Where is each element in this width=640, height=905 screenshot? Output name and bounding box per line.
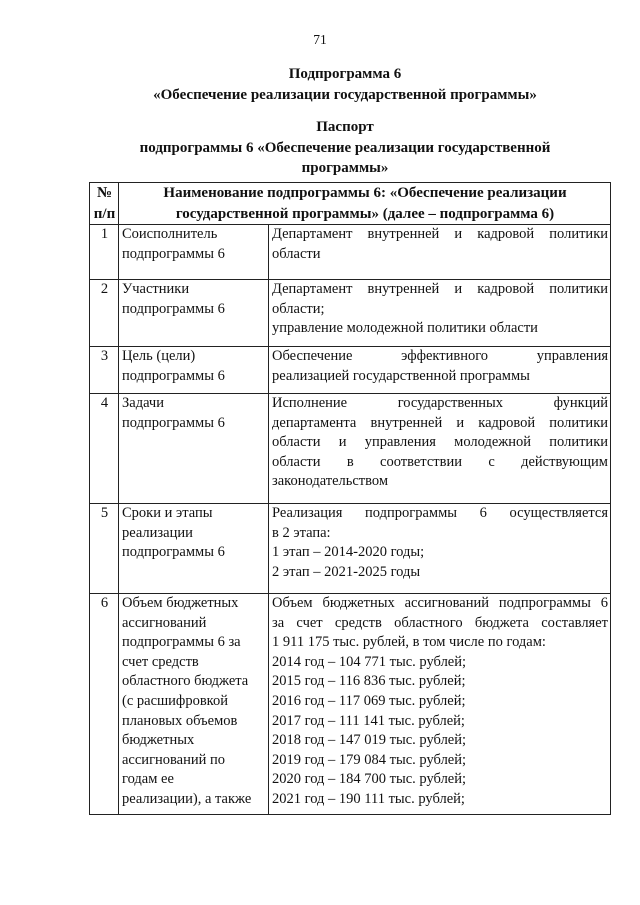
row-label-line: подпрограммы 6 [122,300,225,317]
row-label-line: бюджетных [122,732,195,749]
row-label-line: подпрограммы 6 за [122,634,241,651]
table-header-row [90,183,611,225]
passport-title: Паспорт [316,119,374,135]
header-name-line: государственной программы» (далее – подпрограмма 6) [175,205,555,222]
table-row [90,394,611,504]
row-value-line: 2016 год – 117 069 тыс. рублей; [272,692,466,709]
row-value-line: 2021 год – 190 111 тыс. рублей; [272,790,465,807]
row-label-line: подпрограммы 6 [122,367,225,384]
row-value-cell [269,504,611,594]
row-value-line: Департамент внутренней и кадровой политики [272,281,608,297]
row-label-line: Объем бюджетных [122,595,239,611]
header-number-cell [90,183,119,225]
table-row [90,280,611,347]
passport-subtitle-line: подпрограммы 6 «Обеспечение реализации государственной [139,139,551,156]
row-value-line: Обеспечение эффективного управления [272,348,608,364]
row-value-line: 1 911 175 тыс. рублей, в том числе по годам: [272,634,546,651]
row-value-line: Исполнение государственных функций [272,395,608,411]
table-row [90,225,611,280]
row-value-line: в 2 этапа: [272,524,331,541]
subprogram-title: Подпрограмма 6 [288,66,402,82]
row-label-line: счет средств [122,653,199,670]
row-label-line: подпрограммы 6 [122,414,225,431]
row-number: 4 [90,394,119,504]
row-label-line: Задачи [122,395,164,411]
passport-subtitle-line: программы» [301,160,389,176]
row-label-line: Сроки и этапы [122,505,213,521]
passport-heading [80,117,610,179]
row-value-line: Реализация подпрограммы 6 осуществляется [272,505,608,521]
row-value-line: департамента внутренней и кадровой политики [272,414,608,431]
row-value-line: области; [272,300,325,317]
row-value-line: области в соответствии с действующим [272,453,608,470]
row-number: 1 [90,225,119,280]
header-name-line: Наименование подпрограммы 6: «Обеспечение реализации [163,185,567,201]
row-value-cell [269,347,611,394]
row-label-line: реализации), а также [122,790,252,807]
row-value-cell [269,594,611,815]
row-value-line: законодательством [272,473,389,490]
row-number: 6 [90,594,119,815]
row-label-line: ассигнований [122,614,207,631]
row-value-line: 2 этап – 2021-2025 годы [272,563,421,580]
row-value-cell [269,225,611,280]
row-value-cell [269,394,611,504]
page-number: 71 [313,32,327,47]
row-label-line: годам ее [122,771,174,788]
row-value-line: 2018 год – 147 019 тыс. рублей; [272,732,467,749]
subprogram-subtitle: «Обеспечение реализации государственной программы» [153,86,537,103]
row-value-line: 1 этап – 2014-2020 годы; [272,544,425,561]
passport-table [89,182,611,815]
row-label-line: Участники [122,281,190,297]
row-value-line: 2014 год – 104 771 тыс. рублей; [272,653,467,670]
row-value-line: области [272,245,321,262]
row-label-line: областного бюджета [122,673,249,690]
row-value-line: за счет средств областного бюджета составляет [272,614,608,631]
row-number: 3 [90,347,119,394]
subprogram-heading [80,64,610,105]
row-label-line: Соисполнитель [122,226,218,242]
row-label-line: Цель (цели) [122,348,196,364]
row-label-cell [119,504,269,594]
table-row [90,504,611,594]
row-label-line: плановых объемов [122,712,238,729]
row-value-line: реализацией государственной программы [272,367,530,384]
row-value-line: Департамент внутренней и кадровой политики [272,226,608,242]
row-value-line: 2019 год – 179 084 тыс. рублей; [272,751,467,768]
header-name-cell [119,183,611,225]
table-row [90,347,611,394]
row-label-line: подпрограммы 6 [122,245,225,262]
row-value-line: управление молодежной политики области [272,320,538,337]
row-number: 5 [90,504,119,594]
row-label-cell [119,225,269,280]
row-label-line: (с расшифровкой [122,692,228,709]
row-value-line: 2017 год – 111 141 тыс. рублей; [272,712,465,729]
row-label-line: ассигнований по [122,751,226,768]
row-value-line: области и управления молодежной политики [272,434,608,451]
table-row [90,594,611,815]
row-number: 2 [90,280,119,347]
header-number-symbol: № [96,185,113,201]
row-label-cell [119,394,269,504]
row-value-line: 2015 год – 116 836 тыс. рублей; [272,673,466,690]
row-label-cell [119,594,269,815]
row-label-line: реализации [122,524,193,541]
row-value-line: 2020 год – 184 700 тыс. рублей; [272,771,467,788]
row-label-line: подпрограммы 6 [122,544,225,561]
row-value-cell [269,280,611,347]
header-number-abbr: п/п [93,205,116,222]
row-value-line: Объем бюджетных ассигнований подпрограммы 6 [272,595,608,611]
row-label-cell [119,347,269,394]
row-label-cell [119,280,269,347]
